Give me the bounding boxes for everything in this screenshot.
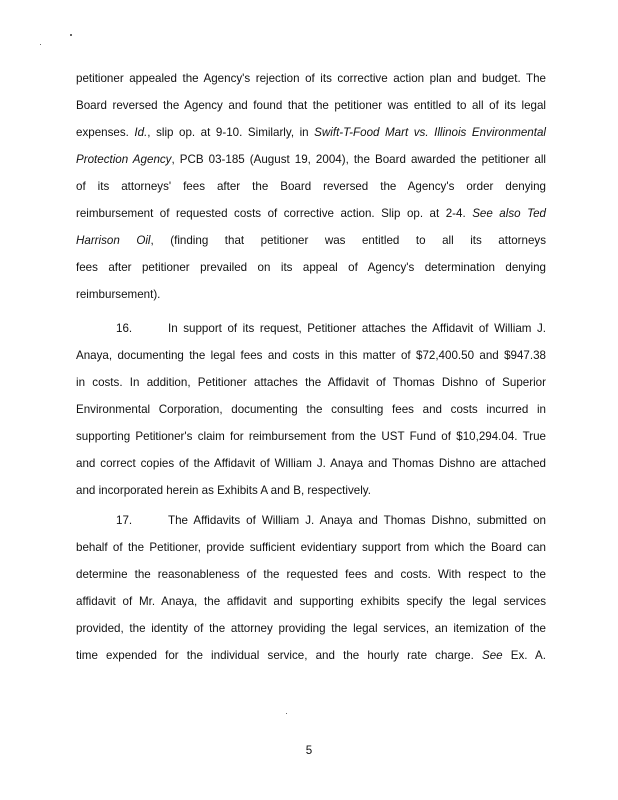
italic-citation: Protection Agency: [76, 153, 172, 166]
scan-speck: [70, 34, 72, 36]
text-line: and incorporated herein as Exhibits A and B, respectively.: [76, 484, 371, 497]
paragraph-number: 17.: [116, 514, 133, 527]
text-line: expenses. Id., slip op. at 9-10. Similarly, in Swift-T-Food Mart vs. Illinois Environmental: [76, 126, 546, 139]
page-number: 5: [305, 744, 313, 757]
text-line: Environmental Corporation, documenting the consulting fees and costs incurred in: [76, 403, 546, 416]
scan-speck: [40, 44, 41, 45]
text-line: fees after petitioner prevailed on its appeal of Agency's determination denying: [76, 261, 546, 274]
text-line: Protection Agency, PCB 03-185 (August 19, 2004), the Board awarded the petitioner all: [76, 153, 546, 166]
text-line: of its attorneys' fees after the Board reversed the Agency's order denying: [76, 180, 546, 193]
text-line: Anaya, documenting the legal fees and costs in this matter of $72,400.50 and $947.38: [76, 349, 546, 362]
text-line: in costs. In addition, Petitioner attaches the Affidavit of Thomas Dishno of Superior: [76, 376, 546, 389]
scan-speck: [286, 713, 287, 714]
text-line: affidavit of Mr. Anaya, the affidavit and supporting exhibits specify the legal services: [76, 595, 546, 608]
text-line: Board reversed the Agency and found that the petitioner was entitled to all of its legal: [76, 99, 546, 112]
text-line: reimbursement).: [76, 288, 161, 301]
italic-citation: See also Ted: [472, 207, 546, 220]
text-line: supporting Petitioner's claim for reimbursement from the UST Fund of $10,294.04. True: [76, 430, 546, 443]
text-line: Harrison Oil, (finding that petitioner was entitled to all its attorneys: [76, 234, 546, 247]
text-line: 16. In support of its request, Petitioner attaches the Affidavit of William J.: [116, 322, 546, 335]
italic-citation: Harrison Oil: [76, 234, 151, 247]
paragraph-number: 16.: [116, 322, 133, 335]
text-line: petitioner appealed the Agency's rejection of its corrective action plan and budget. The: [76, 72, 546, 85]
text-line: behalf of the Petitioner, provide sufficient evidentiary support from which the Board can: [76, 541, 546, 554]
text-line: reimbursement of requested costs of corrective action. Slip op. at 2-4. See also Ted: [76, 207, 546, 220]
text-line: 17. The Affidavits of William J. Anaya and Thomas Dishno, submitted on: [116, 514, 546, 527]
text-line: determine the reasonableness of the requested fees and costs. With respect to the: [76, 568, 546, 581]
italic-citation: See: [482, 649, 503, 662]
text-line: and correct copies of the Affidavit of William J. Anaya and Thomas Dishno are attached: [76, 457, 546, 470]
italic-citation: Swift-T-Food Mart vs. Illinois Environmental: [314, 126, 546, 139]
text-line: time expended for the individual service, and the hourly rate charge. See Ex. A.: [76, 649, 546, 662]
text-line: provided, the identity of the attorney providing the legal services, an itemization of the: [76, 622, 546, 635]
italic-citation: Id.: [134, 126, 148, 139]
